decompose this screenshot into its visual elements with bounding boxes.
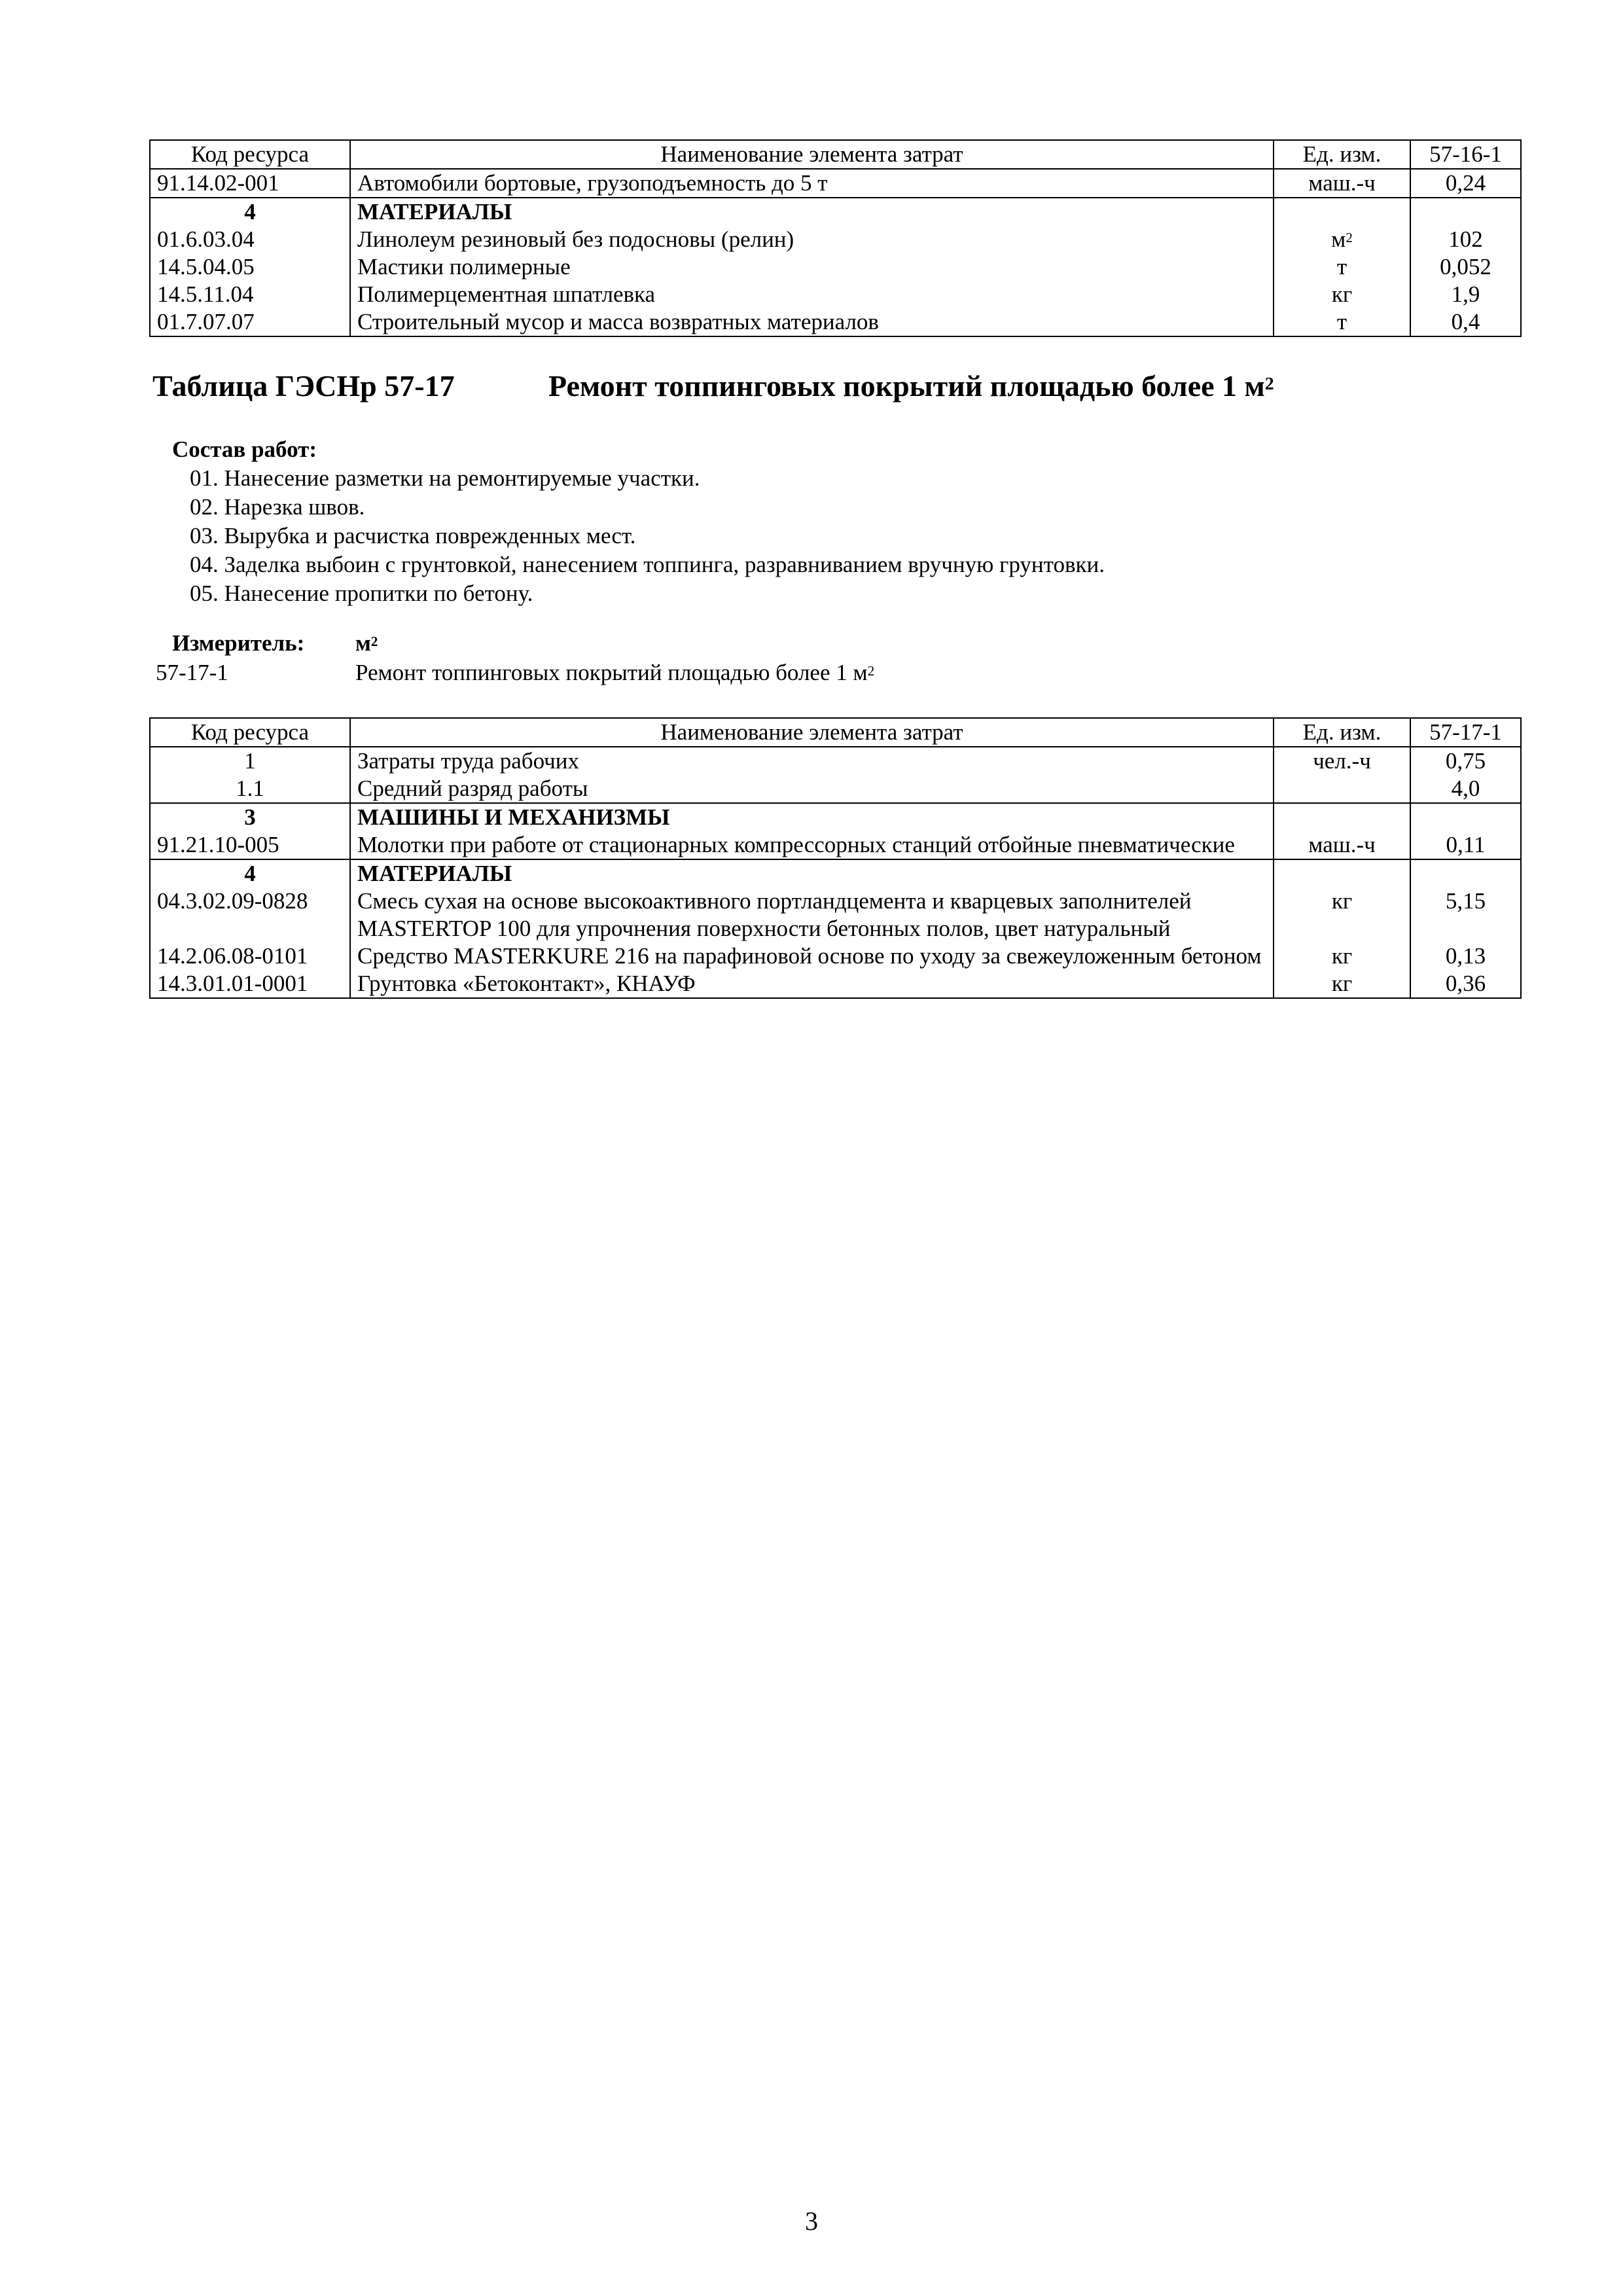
- header-unit: Ед. изм.: [1274, 718, 1410, 747]
- table-row: [150, 226, 1521, 253]
- norm-code: 57-17-1: [156, 660, 228, 685]
- group-name: МАТЕРИАЛЫ: [350, 198, 1274, 226]
- resource-value: 102: [1410, 226, 1521, 253]
- header-code: Код ресурса: [150, 718, 350, 747]
- header-unit: Ед. изм.: [1274, 140, 1410, 169]
- cost-table-57-17: [149, 717, 1522, 999]
- table-row: [150, 831, 1521, 859]
- work-item: 01. Нанесение разметки на ремонтируемые участки.: [190, 465, 700, 491]
- section-title-text: Ремонт топпинговых покрытий площадью более 1 м: [548, 369, 1265, 403]
- resource-value: [1410, 859, 1521, 888]
- resource-name: Линолеум резиновый без подосновы (релин): [350, 226, 1274, 253]
- table-row: [150, 253, 1521, 281]
- resource-name: Мастики полимерные: [350, 253, 1274, 281]
- resource-value: 1,9: [1410, 281, 1521, 308]
- resource-value: 4,0: [1410, 775, 1521, 803]
- resource-code: 1: [150, 747, 350, 775]
- work-item: 02. Нарезка швов.: [190, 494, 365, 520]
- resource-value: 0,11: [1410, 831, 1521, 859]
- table-row: [150, 970, 1521, 998]
- resource-code: 91.21.10-005: [150, 831, 350, 859]
- resource-value: 5,15: [1410, 888, 1521, 942]
- resource-code: 04.3.02.09-0828: [150, 888, 350, 942]
- work-item: 05. Нанесение пропитки по бетону.: [190, 581, 533, 606]
- table-group-row: [150, 859, 1521, 888]
- header-code: Код ресурса: [150, 140, 350, 169]
- norm-name: [355, 660, 874, 686]
- resource-code: 01.6.03.04: [150, 226, 350, 253]
- resource-name: Молотки при работе от стационарных компрессорных станций отбойные пневматические: [350, 831, 1274, 859]
- unit-text: м: [1331, 226, 1346, 252]
- resource-unit: [1274, 775, 1410, 803]
- resource-value: 0,4: [1410, 308, 1521, 336]
- measure-unit-text: м: [355, 630, 371, 656]
- norm-name-superscript: 2: [867, 662, 875, 679]
- table-group-row: [150, 198, 1521, 226]
- header-norm: 57-17-1: [1410, 718, 1521, 747]
- resource-name: Автомобили бортовые, грузоподъемность до 5 т: [350, 169, 1274, 198]
- resource-code: 14.3.01.01-0001: [150, 970, 350, 998]
- table-header-row: [150, 718, 1521, 747]
- works-header: Состав работ:: [172, 437, 317, 462]
- cost-table-57-16: [149, 139, 1522, 337]
- resource-value: 0,36: [1410, 970, 1521, 998]
- unit-superscript: 2: [1346, 229, 1353, 245]
- header-name: Наименование элемента затрат: [350, 140, 1274, 169]
- table-group-row: [150, 803, 1521, 831]
- table-row: [150, 281, 1521, 308]
- resource-code: 14.5.04.05: [150, 253, 350, 281]
- resource-unit: кг: [1274, 942, 1410, 970]
- table-row: [150, 169, 1521, 198]
- resource-value: 0,052: [1410, 253, 1521, 281]
- work-item: 04. Заделка выбоин с грунтовкой, нанесением топпинга, разравниванием вручную грунтовки.: [190, 552, 1105, 577]
- table-label: Таблица ГЭСНр 57-17: [152, 369, 455, 403]
- resource-unit: чел.-ч: [1274, 747, 1410, 775]
- resource-unit: [1274, 803, 1410, 831]
- resource-unit: маш.-ч: [1274, 169, 1410, 198]
- resource-value: 0,13: [1410, 942, 1521, 970]
- resource-unit: кг: [1274, 970, 1410, 998]
- measure-unit-superscript: 2: [370, 633, 378, 649]
- resource-value: 0,75: [1410, 747, 1521, 775]
- measure-unit: [355, 630, 378, 656]
- group-code: 3: [150, 803, 350, 831]
- resource-unit: [1274, 198, 1410, 226]
- table-row: [150, 775, 1521, 803]
- group-code: 4: [150, 859, 350, 888]
- resource-unit: маш.-ч: [1274, 831, 1410, 859]
- table-row: [150, 942, 1521, 970]
- norm-name-text: Ремонт топпинговых покрытий площадью более 1 м: [355, 660, 868, 685]
- resource-name: Строительный мусор и масса возвратных материалов: [350, 308, 1274, 336]
- group-code: 4: [150, 198, 350, 226]
- resource-name: Средство MASTERKURE 216 на парафиновой основе по уходу за свежеуложенным бетоном: [350, 942, 1274, 970]
- resource-name: Средний разряд работы: [350, 775, 1274, 803]
- header-name: Наименование элемента затрат: [350, 718, 1274, 747]
- table-header-row: [150, 140, 1521, 169]
- resource-code: 91.14.02-001: [150, 169, 350, 198]
- table-row: [150, 888, 1521, 942]
- resource-name: Грунтовка «Бетоконтакт», КНАУФ: [350, 970, 1274, 998]
- resource-unit: т: [1274, 253, 1410, 281]
- resource-value: 0,24: [1410, 169, 1521, 198]
- group-name: МАШИНЫ И МЕХАНИЗМЫ: [350, 803, 1274, 831]
- section-title-superscript: 2: [1264, 373, 1274, 394]
- resource-code: 14.2.06.08-0101: [150, 942, 350, 970]
- resource-code: 1.1: [150, 775, 350, 803]
- work-item: 03. Вырубка и расчистка поврежденных мест.: [190, 523, 636, 548]
- resource-code: 01.7.07.07: [150, 308, 350, 336]
- resource-unit: [1274, 859, 1410, 888]
- resource-code: 14.5.11.04: [150, 281, 350, 308]
- page-number: 3: [805, 2206, 818, 2236]
- group-name: МАТЕРИАЛЫ: [350, 859, 1274, 888]
- table-row: [150, 747, 1521, 775]
- resource-unit: т: [1274, 308, 1410, 336]
- measure-label: Измеритель:: [172, 630, 305, 656]
- resource-unit: [1274, 226, 1410, 253]
- resource-name: Затраты труда рабочих: [350, 747, 1274, 775]
- resource-name: Смесь сухая на основе высокоактивного портландцемента и кварцевых заполнителей MASTERTOP 100 для упрочнения поверхности бетонных полов, цвет натуральный: [350, 888, 1274, 942]
- works-composition: [172, 435, 1105, 608]
- resource-value: [1410, 198, 1521, 226]
- resource-unit: кг: [1274, 888, 1410, 942]
- resource-unit: кг: [1274, 281, 1410, 308]
- section-title: [548, 368, 1274, 403]
- resource-name: Полимерцементная шпатлевка: [350, 281, 1274, 308]
- resource-value: [1410, 803, 1521, 831]
- header-norm: 57-16-1: [1410, 140, 1521, 169]
- table-row: [150, 308, 1521, 336]
